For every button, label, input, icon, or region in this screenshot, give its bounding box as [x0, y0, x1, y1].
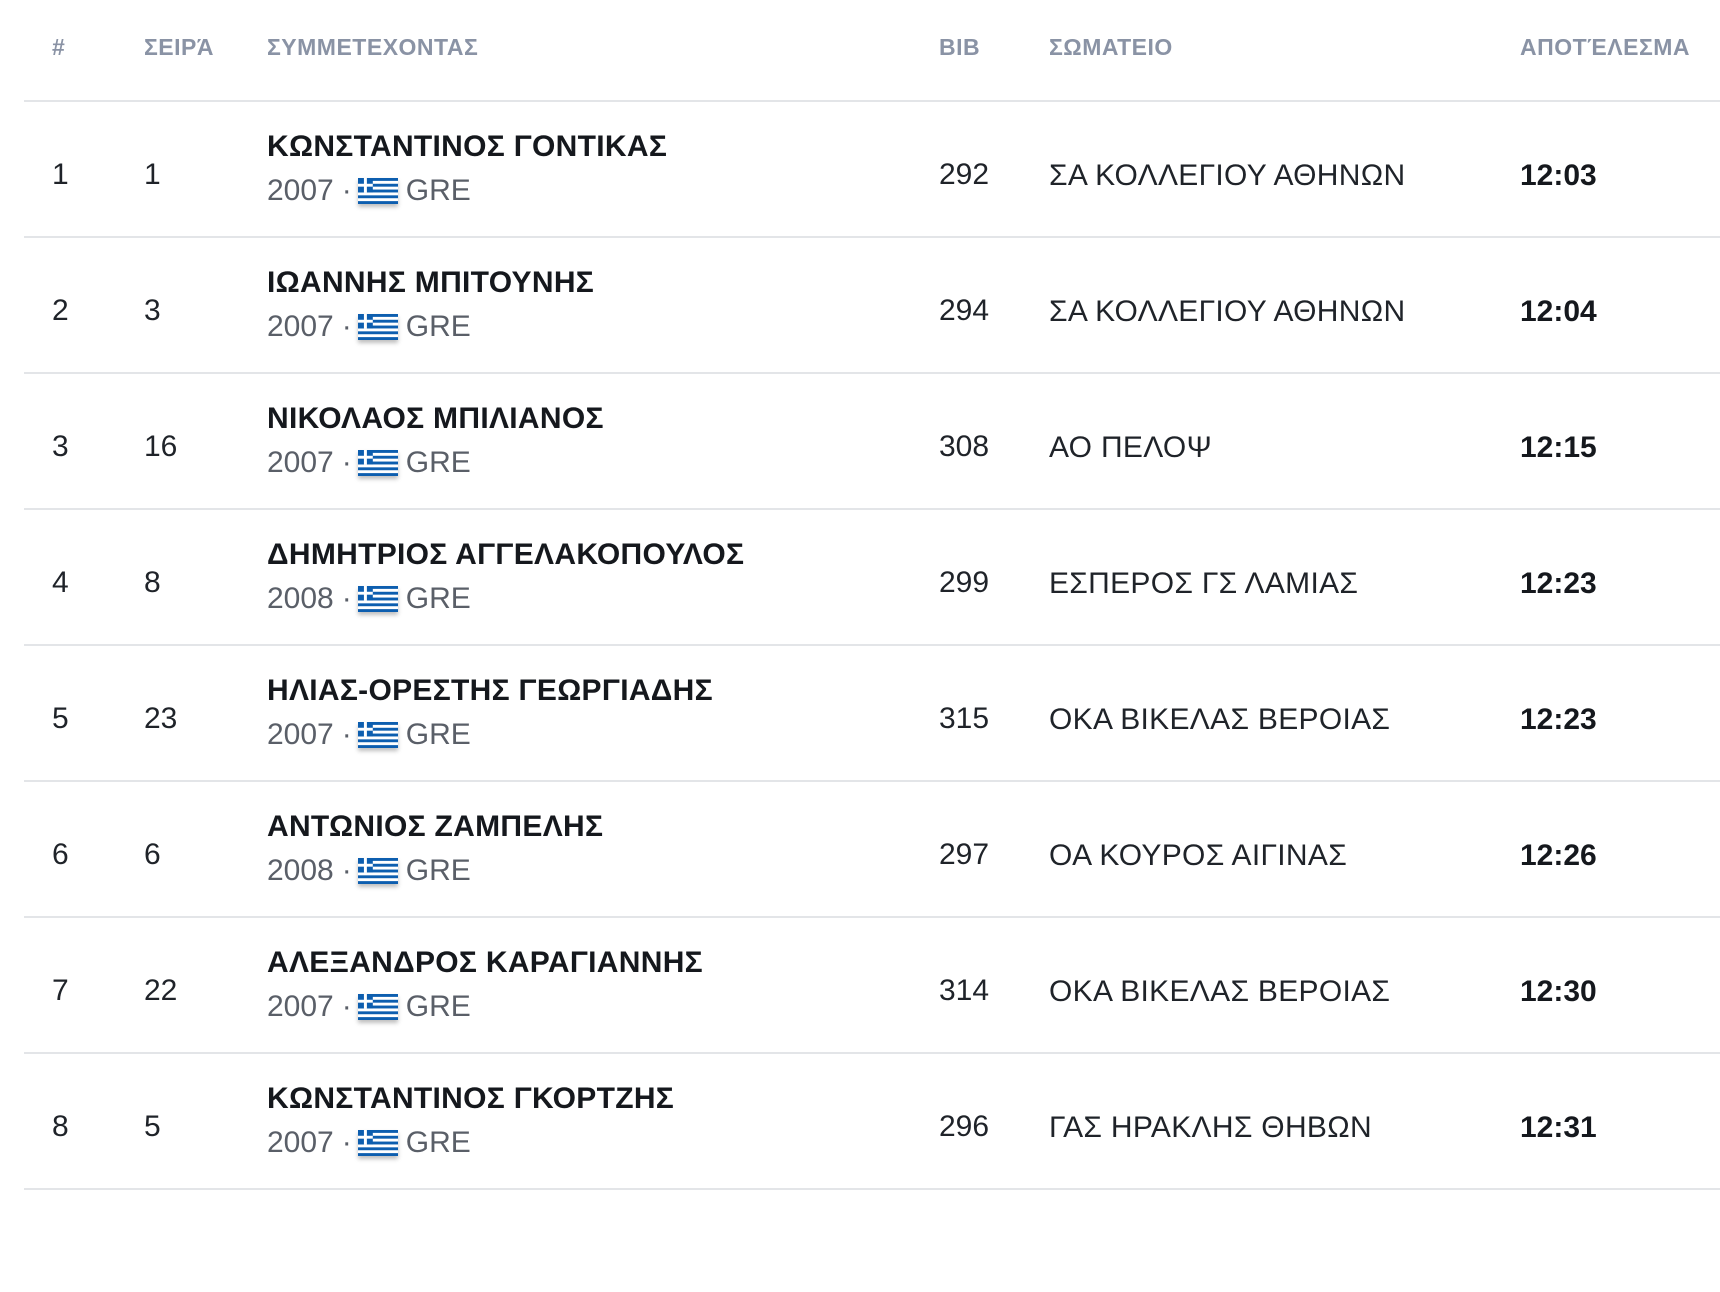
athlete-name[interactable]: ΔΗΜΗΤΡΙΟΣ ΑΓΓΕΛΑΚΟΠΟΥΛΟΣ — [267, 538, 745, 571]
lane-cell: 3 — [144, 294, 161, 327]
lane-cell: 22 — [144, 974, 178, 1007]
lane-cell: 23 — [144, 702, 178, 735]
header-bib[interactable]: BIB — [939, 34, 981, 60]
rank-cell: 8 — [52, 1110, 69, 1143]
club-cell: ΓΑΣ ΗΡΑΚΛΗΣ ΘΗΒΩΝ — [1049, 1111, 1372, 1144]
bib-cell: 299 — [939, 566, 990, 599]
lane-cell: 5 — [144, 1110, 161, 1143]
athlete-name[interactable]: ΚΩΝΣΤΑΝΤΙΝΟΣ ΓΟΝΤΙΚΑΣ — [267, 130, 668, 163]
table-row[interactable] — [24, 510, 1720, 646]
athlete-meta — [267, 310, 471, 344]
athlete-meta — [267, 174, 471, 208]
greece-flag-icon — [358, 178, 398, 204]
athlete-name[interactable]: ΙΩΑΝΝΗΣ ΜΠΙΤΟΥΝΗΣ — [267, 266, 595, 299]
athlete-name[interactable]: ΗΛΙΑΣ-ΟΡΕΣΤΗΣ ΓΕΩΡΓΙΑΔΗΣ — [267, 674, 713, 707]
separator-dot: · — [341, 854, 352, 887]
lane-cell: 8 — [144, 566, 161, 599]
result-cell: 12:30 — [1520, 975, 1597, 1008]
birth-year: 2008 — [267, 582, 334, 615]
lane-cell: 6 — [144, 838, 161, 871]
separator-dot: · — [341, 310, 352, 343]
header-lane[interactable]: ΣΕΙΡΆ — [144, 34, 214, 60]
separator-dot: · — [341, 718, 352, 751]
result-cell: 12:26 — [1520, 839, 1597, 872]
separator-dot: · — [341, 582, 352, 615]
table-row[interactable] — [24, 918, 1720, 1054]
separator-dot: · — [341, 174, 352, 207]
result-cell: 12:04 — [1520, 295, 1597, 328]
club-cell: ΣΑ ΚΟΛΛΕΓΙΟΥ ΑΘΗΝΩΝ — [1049, 295, 1406, 328]
table-row[interactable] — [24, 374, 1720, 510]
club-cell: ΟΑ ΚΟΥΡΟΣ ΑΙΓΙΝΑΣ — [1049, 839, 1348, 872]
lane-cell: 1 — [144, 158, 161, 191]
country-code: GRE — [405, 718, 471, 751]
table-row[interactable] — [24, 102, 1720, 238]
country-code: GRE — [405, 990, 471, 1023]
athlete-meta — [267, 582, 471, 616]
bib-cell: 296 — [939, 1110, 990, 1143]
rank-cell: 4 — [52, 566, 69, 599]
athlete-name[interactable]: ΚΩΝΣΤΑΝΤΙΝΟΣ ΓΚΟΡΤΖΗΣ — [267, 1082, 675, 1115]
table-row[interactable] — [24, 782, 1720, 918]
separator-dot: · — [341, 446, 352, 479]
bib-cell: 294 — [939, 294, 990, 327]
greece-flag-icon — [358, 858, 398, 884]
header-athlete[interactable]: ΣΥΜΜΕΤΕΧΟΝΤΑΣ — [267, 34, 479, 60]
athlete-meta — [267, 446, 471, 480]
greece-flag-icon — [358, 314, 398, 340]
separator-dot: · — [341, 990, 352, 1023]
country-code: GRE — [405, 310, 471, 343]
separator-dot: · — [341, 1126, 352, 1159]
header-club[interactable]: ΣΩΜΑΤΕΙΟ — [1049, 34, 1173, 60]
result-cell: 12:31 — [1520, 1111, 1597, 1144]
table-row[interactable] — [24, 1054, 1720, 1190]
rank-cell: 3 — [52, 430, 69, 463]
athlete-name[interactable]: ΑΛΕΞΑΝΔΡΟΣ ΚΑΡΑΓΙΑΝΝΗΣ — [267, 946, 703, 979]
lane-cell: 16 — [144, 430, 178, 463]
rank-cell: 2 — [52, 294, 69, 327]
result-cell: 12:23 — [1520, 567, 1597, 600]
greece-flag-icon — [358, 450, 398, 476]
result-cell: 12:23 — [1520, 703, 1597, 736]
athlete-meta — [267, 854, 471, 888]
result-cell: 12:15 — [1520, 431, 1597, 464]
table-header — [24, 0, 1720, 102]
bib-cell: 297 — [939, 838, 990, 871]
table-row[interactable] — [24, 238, 1720, 374]
country-code: GRE — [405, 854, 471, 887]
table-row[interactable] — [24, 646, 1720, 782]
header-result[interactable]: ΑΠΟΤΈΛΕΣΜΑ — [1520, 34, 1691, 60]
rank-cell: 7 — [52, 974, 69, 1007]
birth-year: 2008 — [267, 854, 334, 887]
greece-flag-icon — [358, 1130, 398, 1156]
club-cell: ΑΟ ΠΕΛΟΨ — [1049, 431, 1212, 464]
birth-year: 2007 — [267, 310, 334, 343]
birth-year: 2007 — [267, 718, 334, 751]
country-code: GRE — [405, 1126, 471, 1159]
country-code: GRE — [405, 174, 471, 207]
bib-cell: 314 — [939, 974, 990, 1007]
athlete-name[interactable]: ΑΝΤΩΝΙΟΣ ΖΑΜΠΕΛΗΣ — [267, 810, 604, 843]
greece-flag-icon — [358, 722, 398, 748]
greece-flag-icon — [358, 994, 398, 1020]
country-code: GRE — [405, 446, 471, 479]
birth-year: 2007 — [267, 446, 334, 479]
result-cell: 12:03 — [1520, 159, 1597, 192]
birth-year: 2007 — [267, 1126, 334, 1159]
header-rank[interactable]: # — [52, 34, 66, 60]
athlete-name[interactable]: ΝΙΚΟΛΑΟΣ ΜΠΙΛΙΑΝΟΣ — [267, 402, 604, 435]
greece-flag-icon — [358, 586, 398, 612]
bib-cell: 315 — [939, 702, 990, 735]
birth-year: 2007 — [267, 174, 334, 207]
athlete-meta — [267, 718, 471, 752]
athlete-meta — [267, 990, 471, 1024]
club-cell: ΕΣΠΕΡΟΣ ΓΣ ΛΑΜΙΑΣ — [1049, 567, 1359, 600]
birth-year: 2007 — [267, 990, 334, 1023]
club-cell: ΟΚΑ ΒΙΚΕΛΑΣ ΒΕΡΟΙΑΣ — [1049, 703, 1391, 736]
bib-cell: 292 — [939, 158, 990, 191]
club-cell: ΣΑ ΚΟΛΛΕΓΙΟΥ ΑΘΗΝΩΝ — [1049, 159, 1406, 192]
rank-cell: 6 — [52, 838, 69, 871]
bib-cell: 308 — [939, 430, 990, 463]
rank-cell: 1 — [52, 158, 69, 191]
rank-cell: 5 — [52, 702, 69, 735]
country-code: GRE — [405, 582, 471, 615]
club-cell: ΟΚΑ ΒΙΚΕΛΑΣ ΒΕΡΟΙΑΣ — [1049, 975, 1391, 1008]
athlete-meta — [267, 1126, 471, 1160]
